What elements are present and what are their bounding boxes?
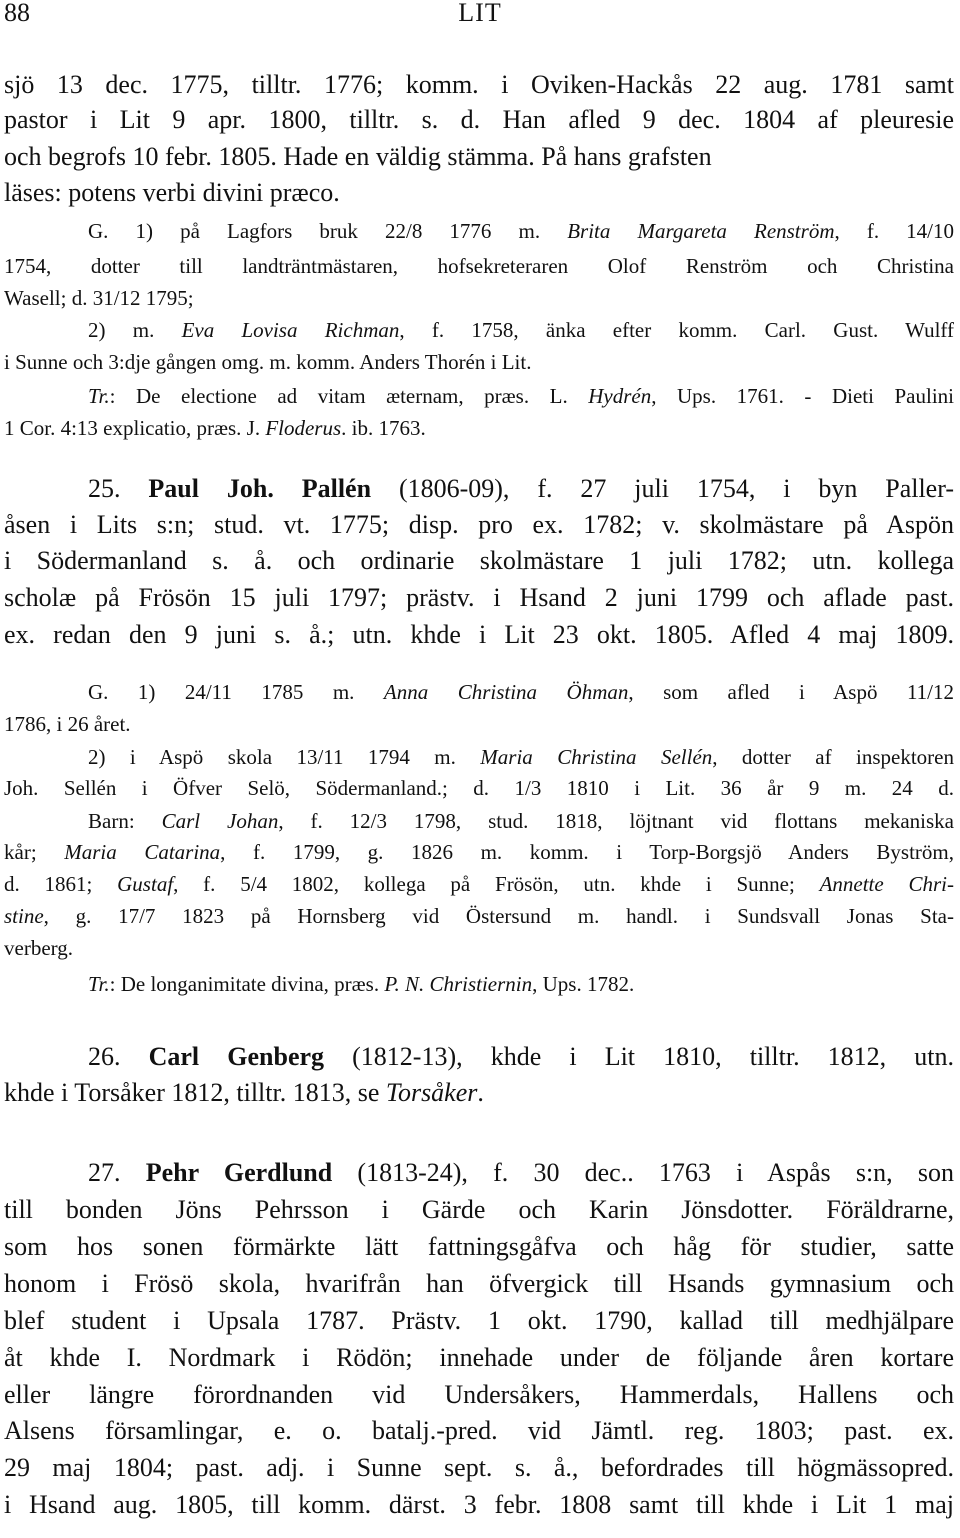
text-line (4, 936, 954, 961)
text-line (4, 1453, 954, 1483)
text-segment: G. 1) på Lagfors bruk 22/8 1776 m. (88, 219, 568, 243)
text-segment: , f. 1799, g. 1826 m. komm. i Torp-Borgsjö Anders Byström, (220, 840, 954, 864)
text-segment: , Ups. 1782. (532, 972, 635, 996)
text-segment: , g. 17/7 1823 på Hornsberg vid Östersund m. handl. i Sundsvall Jonas Sta- (43, 904, 954, 928)
text-segment: , f. 14/10 (834, 219, 955, 243)
text-line (4, 1306, 954, 1336)
italic-text: Floderus (265, 416, 342, 440)
italic-text: Carl Johan (161, 809, 279, 833)
text-segment: , som afled i Aspö 11/12 (628, 680, 954, 704)
italic-text: Annette Chri- (819, 872, 954, 896)
text-segment: sjö 13 dec. 1775, tilltr. 1776; komm. i Oviken-Hackås 22 aug. 1781 samt (4, 70, 954, 99)
text-segment: : De electione ad vitam æternam, præs. L. (109, 384, 589, 408)
text-segment: . (477, 1078, 484, 1107)
text-segment: 27. (88, 1158, 146, 1187)
text-segment: 1786, i 26 året. (4, 712, 131, 736)
text-line (4, 546, 954, 576)
text-segment: , f. 1758, änka efter komm. Carl. Gust. Wulff (399, 318, 955, 342)
italic-text: Maria Christina Sellén (480, 745, 713, 769)
italic-text: Torsåker (385, 1078, 478, 1107)
text-segment: ex. redan den 9 juni s. å.; utn. khde i Lit 23 okt. 1805. Afled 4 maj 1809. (4, 620, 954, 649)
text-segment: : De longanimitate divina, præs. (109, 972, 385, 996)
italic-text: P. N. Christiernin (384, 972, 533, 996)
page-header (0, 0, 960, 30)
text-line (88, 1158, 954, 1188)
text-segment: och begrofs 10 febr. 1805. Hade en väldig stämma. På hans grafsten (4, 142, 712, 171)
text-segment: 25. (88, 474, 149, 503)
text-segment: läses: potens verbi divini præco. (4, 178, 340, 207)
text-line (4, 1416, 954, 1446)
text-line (88, 318, 954, 343)
text-line (88, 384, 954, 409)
text-segment: G. 1) 24/11 1785 m. (88, 680, 384, 704)
text-segment: i Sunne och 3:dje gången omg. m. komm. Anders Thorén i Lit. (4, 350, 532, 374)
text-segment: Barn: (88, 809, 162, 833)
text-line (4, 620, 954, 650)
text-line (4, 1195, 954, 1225)
text-segment: . ib. 1763. (341, 416, 426, 440)
entry-name-bold: Paul Joh. Pallén (148, 474, 372, 503)
text-line (88, 474, 954, 504)
text-segment: 26. (88, 1042, 149, 1071)
text-segment: blef student i Upsala 1787. Prästv. 1 okt. 1790, kallad till medhjälpare (4, 1306, 954, 1335)
text-line (88, 809, 954, 834)
text-segment: d. 1861; (4, 872, 118, 896)
italic-text: Hydrén (588, 384, 652, 408)
text-segment: Wasell; d. 31/12 1795; (4, 286, 194, 310)
italic-text: Anna Christina Öhman (383, 680, 629, 704)
text-segment: 1 Cor. 4:13 explicatio, præs. J. (4, 416, 266, 440)
text-segment: scholæ på Frösön 15 juli 1797; prästv. i Hsand 2 juni 1799 och aflade past. (4, 583, 954, 612)
text-line (4, 712, 954, 737)
text-line (4, 510, 954, 540)
text-segment: khde i Torsåker 1812, tilltr. 1813, se (4, 1078, 386, 1107)
text-line (4, 178, 954, 208)
text-line (4, 904, 954, 929)
text-line (4, 254, 954, 279)
text-line (4, 350, 954, 375)
text-segment: 1754, dotter till landträntmästaren, hofsekreteraren Olof Renström och Christina (4, 254, 954, 278)
text-segment: , dotter af inspektoren (712, 745, 954, 769)
text-line (88, 972, 954, 997)
text-line (4, 1078, 954, 1108)
text-line (4, 1490, 954, 1520)
text-line (4, 776, 954, 801)
text-segment: (1806-09), f. 27 juli 1754, i byn Paller- (371, 474, 955, 503)
text-line (88, 1042, 954, 1072)
italic-text: Tr. (88, 972, 110, 996)
running-head: LIT (458, 0, 502, 27)
page-number: 88 (4, 0, 30, 27)
text-line (4, 840, 954, 865)
text-segment: , f. 5/4 1802, kollega på Frösön, utn. khde i Sunne; (173, 872, 820, 896)
text-segment: i Södermanland s. å. och ordinarie skolmästare 1 juli 1782; utn. kollega (4, 546, 954, 575)
text-segment: (1813-24), f. 30 dec.. 1763 i Aspås s:n, son (332, 1158, 954, 1187)
italic-text: Brita Margareta Renström (567, 219, 835, 243)
italic-text: stine (4, 904, 44, 928)
text-segment: 29 maj 1804; past. adj. i Sunne sept. s. å., befordrades till högmässopred. (4, 1453, 954, 1482)
text-segment: i Hsand aug. 1805, till komm. därst. 3 febr. 1808 samt till khde i Lit 1 maj (4, 1490, 954, 1519)
text-line (4, 105, 954, 135)
text-line (4, 1232, 954, 1262)
italic-text: Gustaf (117, 872, 174, 896)
text-segment: pastor i Lit 9 apr. 1800, tilltr. s. d. Han afled 9 dec. 1804 af pleuresie (4, 105, 954, 134)
italic-text: Eva Lovisa Richman (181, 318, 400, 342)
text-line (4, 872, 954, 897)
text-segment: verberg. (4, 936, 73, 960)
text-segment: åsen i Lits s:n; stud. vt. 1775; disp. pro ex. 1782; v. skolmästare på Aspön (4, 510, 954, 539)
text-segment: honom i Frösö skola, hvarifrån han öfvergick till Hsands gymnasium och (4, 1269, 954, 1298)
text-segment: 2) m. (88, 318, 182, 342)
text-line (4, 1269, 954, 1299)
text-segment: , f. 12/3 1798, stud. 1818, löjtnant vid flottans mekaniska (278, 809, 954, 833)
text-segment: som hos sonen förmärkte lätt fattningsgåfva och håg för studier, satte (4, 1232, 954, 1261)
text-line (4, 416, 954, 441)
text-segment: Joh. Sellén i Öfver Selö, Södermanland.; d. 1/3 1810 i Lit. 36 år 9 m. 24 d. (4, 776, 954, 800)
text-line (4, 286, 954, 311)
italic-text: Maria Catarina (64, 840, 221, 864)
text-line (4, 583, 954, 613)
text-line (4, 70, 954, 100)
text-segment: till bonden Jöns Pehrsson i Gärde och Karin Jönsdotter. Föräldrarne, (4, 1195, 954, 1224)
text-segment: 2) i Aspö skola 13/11 1794 m. (88, 745, 481, 769)
text-line (4, 142, 954, 172)
text-segment: kår; (4, 840, 65, 864)
text-line (4, 1380, 954, 1410)
text-line (88, 219, 954, 244)
text-line (88, 745, 954, 770)
text-segment: åt khde I. Nordmark i Rödön; innehade under de följande åren kortare (4, 1343, 954, 1372)
entry-name-bold: Pehr Gerdlund (145, 1158, 333, 1187)
entry-name-bold: Carl Genberg (148, 1042, 325, 1071)
text-line (88, 680, 954, 705)
text-line (4, 1343, 954, 1373)
text-segment: eller längre förordnanden vid Undersåkers, Hammerdals, Hallens och (4, 1380, 954, 1409)
text-segment: , Ups. 1761. - Dieti Paulini (651, 384, 954, 408)
text-segment: (1812-13), khde i Lit 1810, tilltr. 1812, utn. (324, 1042, 955, 1071)
text-segment: Alsens församlingar, e. o. batalj.-pred. vid Jämtl. reg. 1803; past. ex. (4, 1416, 954, 1445)
italic-text: Tr. (88, 384, 110, 408)
